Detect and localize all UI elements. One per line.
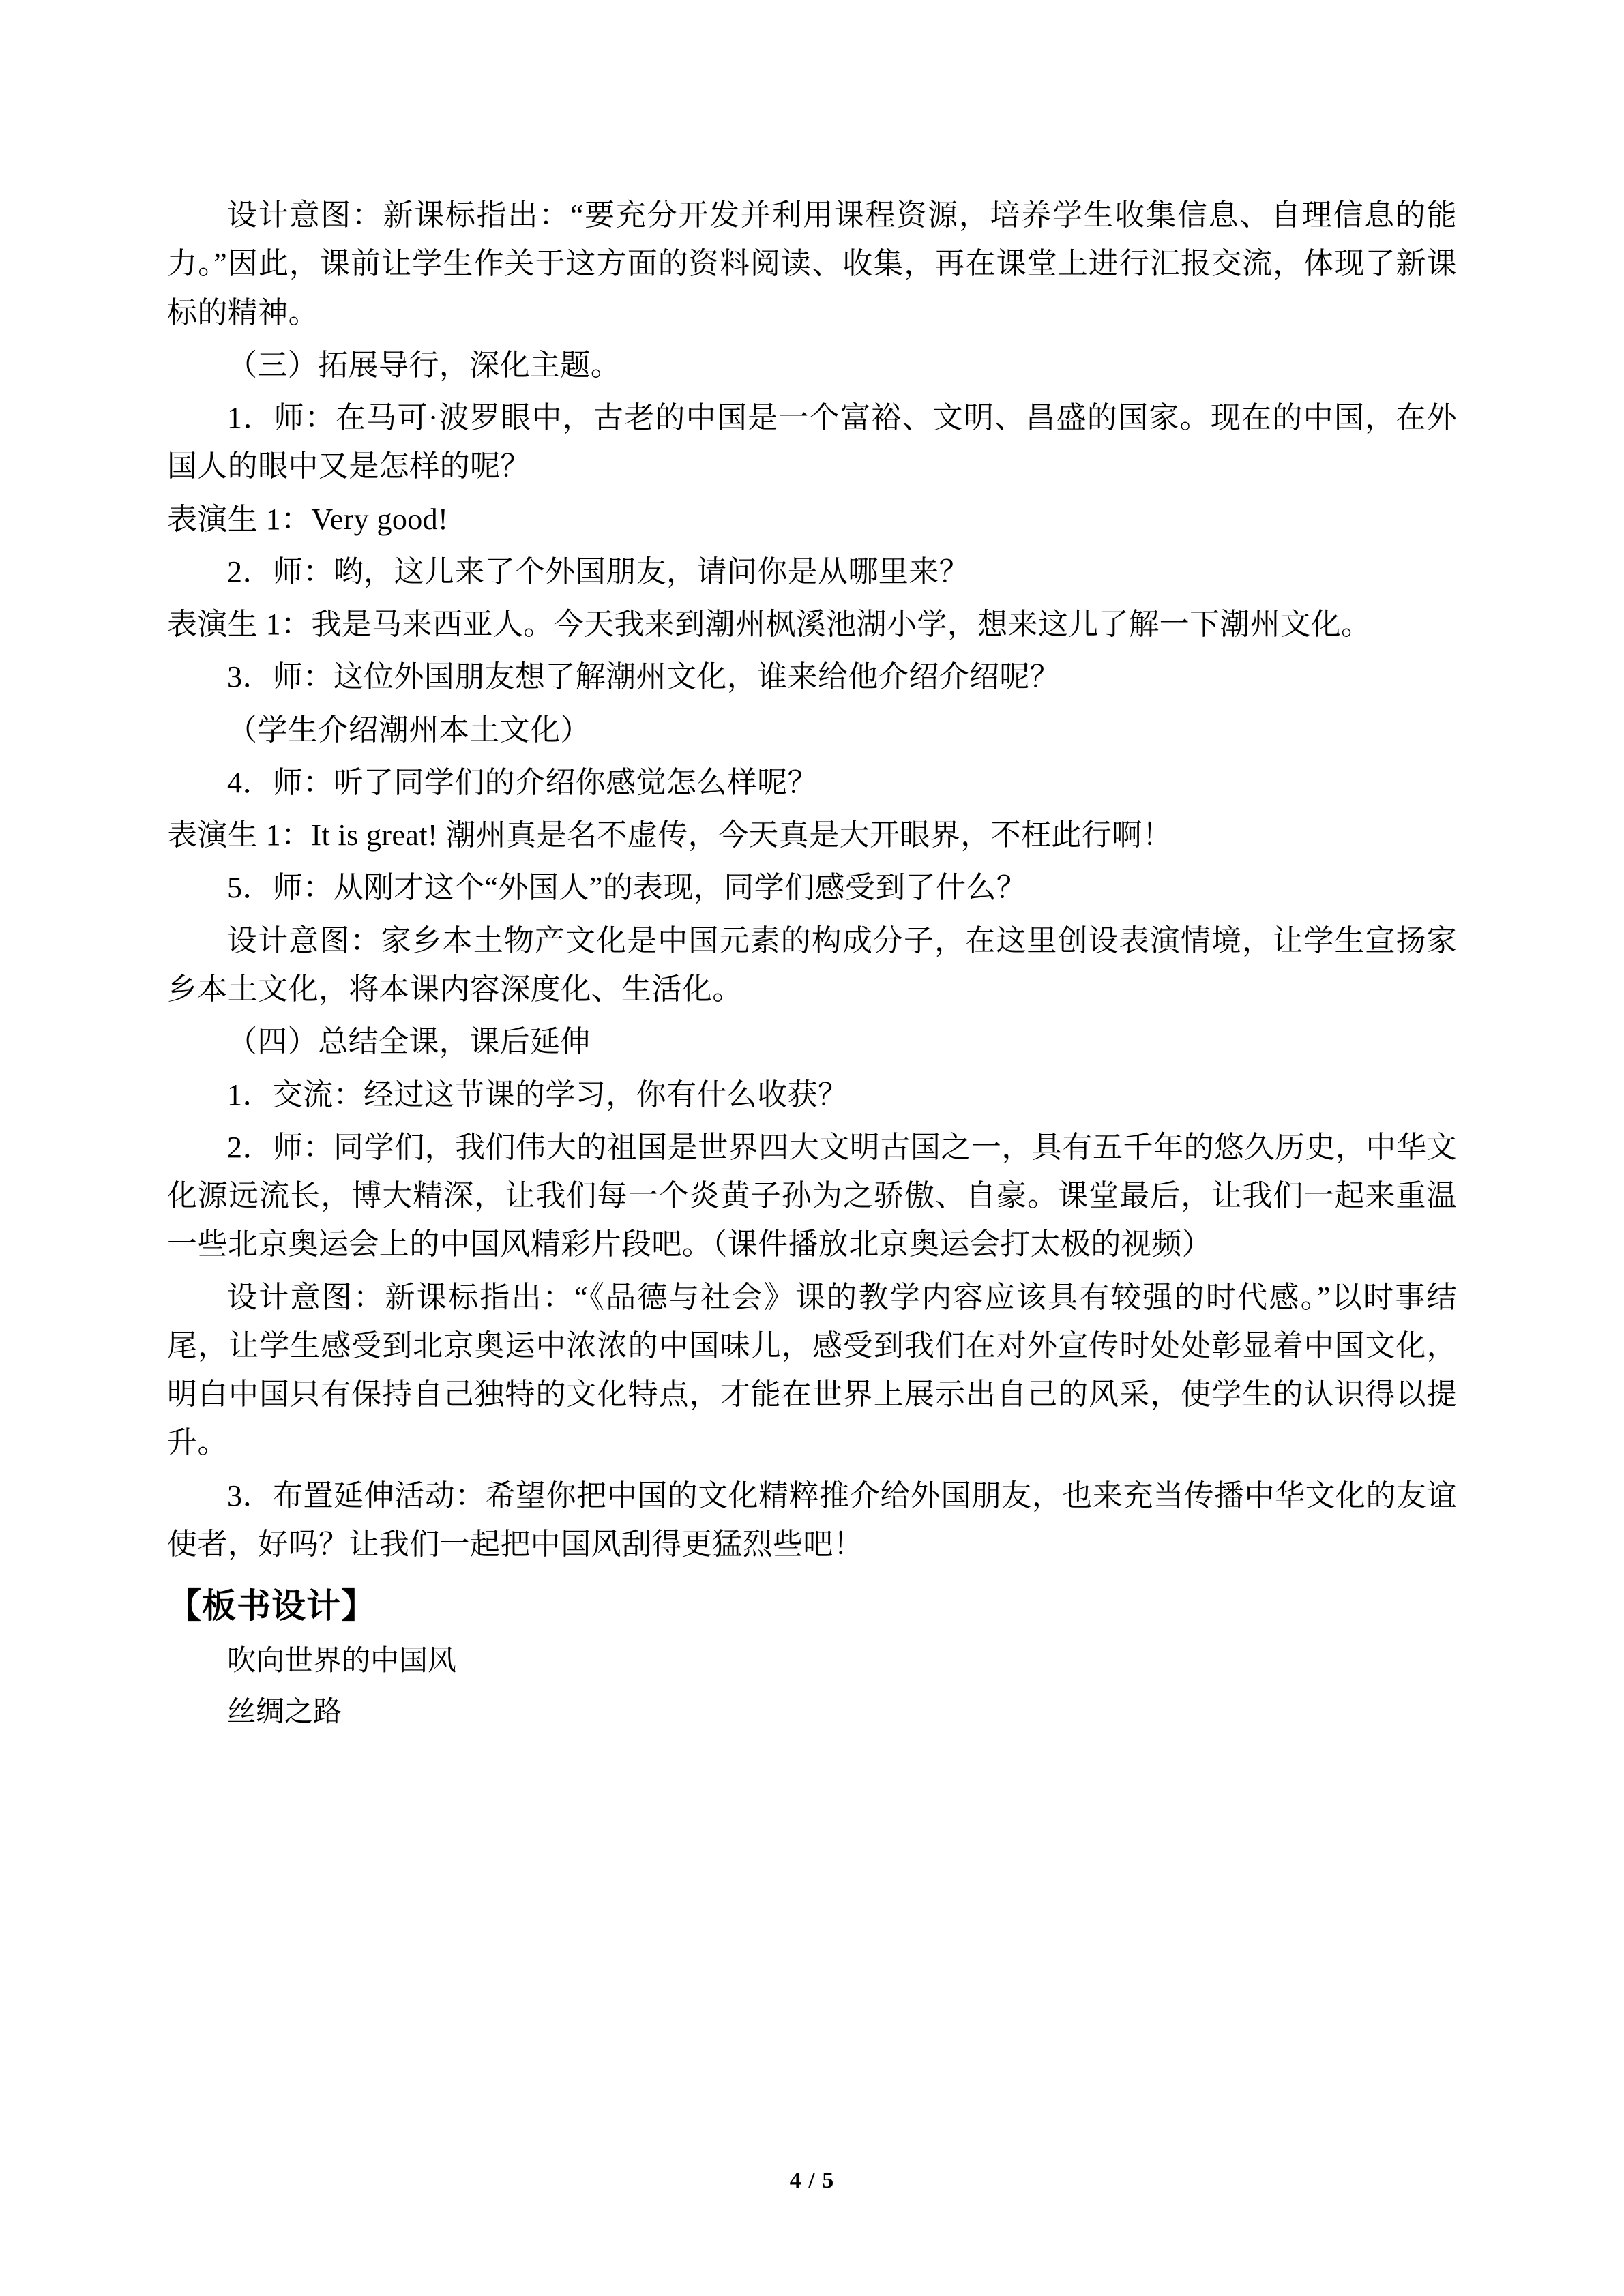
paragraph-student-malaysia: 表演生 1：我是马来西亚人。今天我来到潮州枫溪池湖小学，想来这儿了解一下潮州文化。 <box>167 608 1372 642</box>
paragraph-student-it-is-great: 表演生 1：It is great! 潮州真是名不虚传，今天真是大开眼界，不枉此行啊！ <box>167 818 1173 852</box>
paragraph-design-intent-3: 设计意图：新课标指出：“《品德与社会》课的教学内容应该具有较强的时代感。”以时事结尾，让学生感受到北京奥运中浓浓的中国味儿，感受到我们在对外宣传时处处彰显着中国文化，明白中国只有保持自己独特的文化特点，才能在世界上展示出自己的风采，使学生的认识得以提升。 <box>167 1280 1457 1460</box>
paragraph-student-intro-note: （学生介绍潮州本土文化） <box>227 713 591 747</box>
board-design-line-2: 丝绸之路 <box>227 1697 342 1729</box>
document-body <box>167 191 1457 1736</box>
paragraph-design-intent-2: 设计意图：家乡本土物产文化是中国元素的构成分子，在这里创设表演情境，让学生宣扬家乡本土文化，将本课内容深度化、生活化。 <box>167 923 1457 1006</box>
board-design-line-1: 吹向世界的中国风 <box>227 1645 457 1678</box>
paragraph-section-three-heading: （三）拓展导行，深化主题。 <box>227 348 621 382</box>
paragraph-section-four-heading: （四）总结全课，课后延伸 <box>227 1025 591 1059</box>
paragraph-teacher-summary: 2．师：同学们，我们伟大的祖国是世界四大文明古国之一，具有五千年的悠久历史，中华文化源远流长，博大精深，让我们每一个炎黄子孙为之骄傲、自豪。课堂最后，让我们一起来重温一些北京奥运会上的中国风精彩片段吧。（课件播放北京奥运会打太极的视频） <box>167 1130 1457 1262</box>
paragraph-extension-activity: 3．布置延伸活动：希望你把中国的文化精粹推介给外国朋友，也来充当传播中华文化的友谊使者，好吗？让我们一起把中国风刮得更猛烈些吧！ <box>167 1478 1457 1561</box>
paragraph-teacher-2: 2．师：哟，这儿来了个外国朋友，请问你是从哪里来？ <box>227 554 969 588</box>
page-number: 4 / 5 <box>789 2168 835 2193</box>
paragraph-design-intent-1: 设计意图：新课标指出：“要充分开发并利用课程资源，培养学生收集信息、自理信息的能力。”因此，课前让学生作关于这方面的资料阅读、收集，再在课堂上进行汇报交流，体现了新课标的精神。 <box>167 198 1457 329</box>
paragraph-teacher-3: 3．师：这位外国朋友想了解潮州文化，谁来给他介绍介绍呢？ <box>227 660 1061 694</box>
paragraph-teacher-1: 1．师：在马可·波罗眼中，古老的中国是一个富裕、文明、昌盛的国家。现在的中国，在外国人的眼中又是怎样的呢？ <box>167 401 1457 483</box>
board-design-heading: 【板书设计】 <box>167 1587 376 1626</box>
paragraph-student-very-good: 表演生 1：Very good! <box>167 502 449 536</box>
paragraph-teacher-4: 4．师：听了同学们的介绍你感觉怎么样呢？ <box>227 765 818 799</box>
paragraph-exchange-1: 1．交流：经过这节课的学习，你有什么收获？ <box>227 1077 848 1112</box>
paragraph-teacher-5: 5．师：从刚才这个“外国人”的表现，同学们感受到了什么？ <box>227 871 1027 905</box>
